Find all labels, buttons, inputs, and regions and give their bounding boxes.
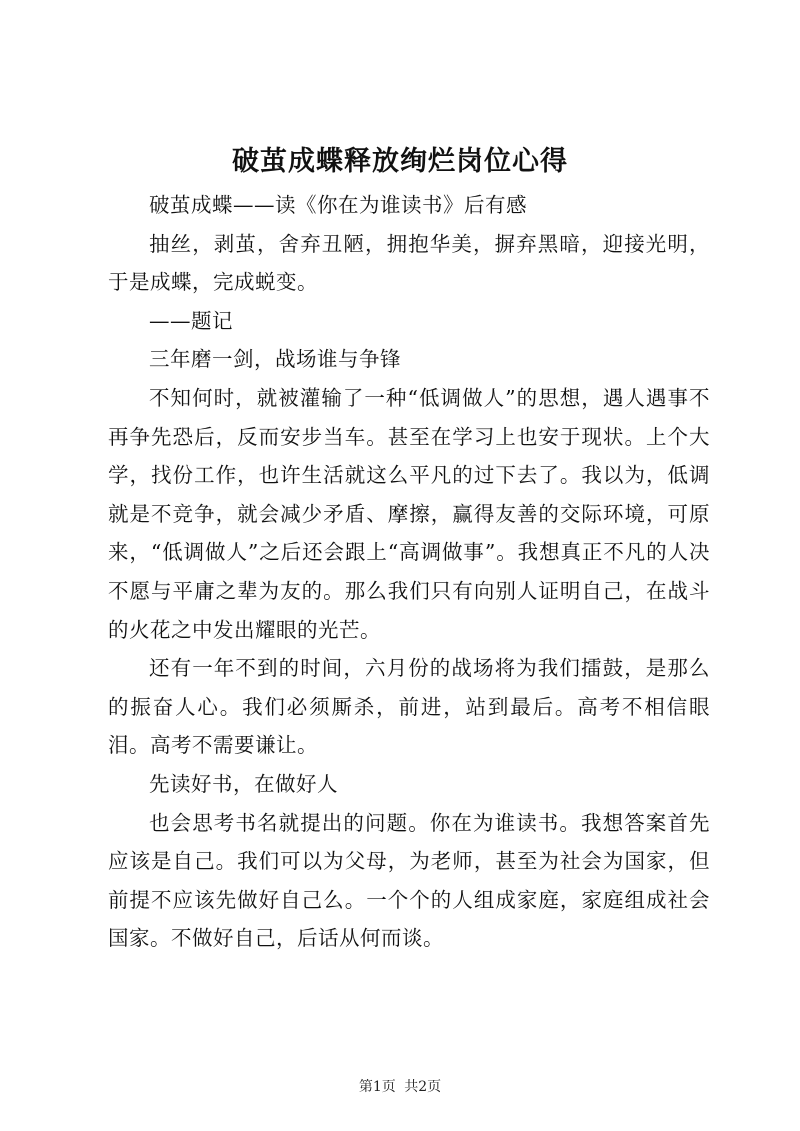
- document-title: 破茧成蝶释放绚烂岗位心得: [232, 146, 568, 177]
- page-footer: [0, 1077, 800, 1097]
- document-body: [108, 186, 710, 958]
- paragraph-body: 不知何时，就被灌输了一种“低调做人”的思想，遇人遇事不再争先恐后，反而安步当车。甚至在学习上也安于现状。上个大学，找份工作，也许生活就这么平凡的过下去了。我以为，低调就是不竞争，就会减少矛盾、摩擦，赢得友善的交际环境，可原来，“低调做人”之后还会跟上“高调做事”。我想真正不凡的人决不愿与平庸之辈为友的。那么我们只有向别人证明自己，在战斗的火花之中发出耀眼的光芒。: [108, 385, 710, 642]
- page-number: 第1页: [358, 1079, 396, 1095]
- page-total: 共2页: [404, 1079, 442, 1095]
- paragraph-body: 还有一年不到的时间，六月份的战场将为我们擂鼓，是那么的振奋人心。我们必须厮杀，前进，站到最后。高考不相信眼泪。高考不需要谦让。: [108, 656, 710, 758]
- paragraph-subtitle: 破茧成蝶——读《你在为谁读书》后有感: [149, 193, 527, 217]
- paragraph-body: 也会思考书名就提出的问题。你在为谁读书。我想答案首先应该是自己。我们可以为父母，为老师，甚至为社会为国家，但前提不应该先做好自己么。一个个的人组成家庭，家庭组成社会国家。不做好自己，后话从何而谈。: [108, 810, 710, 951]
- paragraph-epigraph-attribution: ——题记: [149, 308, 233, 333]
- section-heading-2: 先读好书，在做好人: [149, 771, 338, 796]
- section-heading-1: 三年磨一剑，战场谁与争锋: [149, 347, 401, 372]
- paragraph-epigraph: 抽丝，剥茧，舍弃丑陋，拥抱华美，摒弃黑暗，迎接光明，于是成蝶，完成蜕变。: [108, 231, 710, 295]
